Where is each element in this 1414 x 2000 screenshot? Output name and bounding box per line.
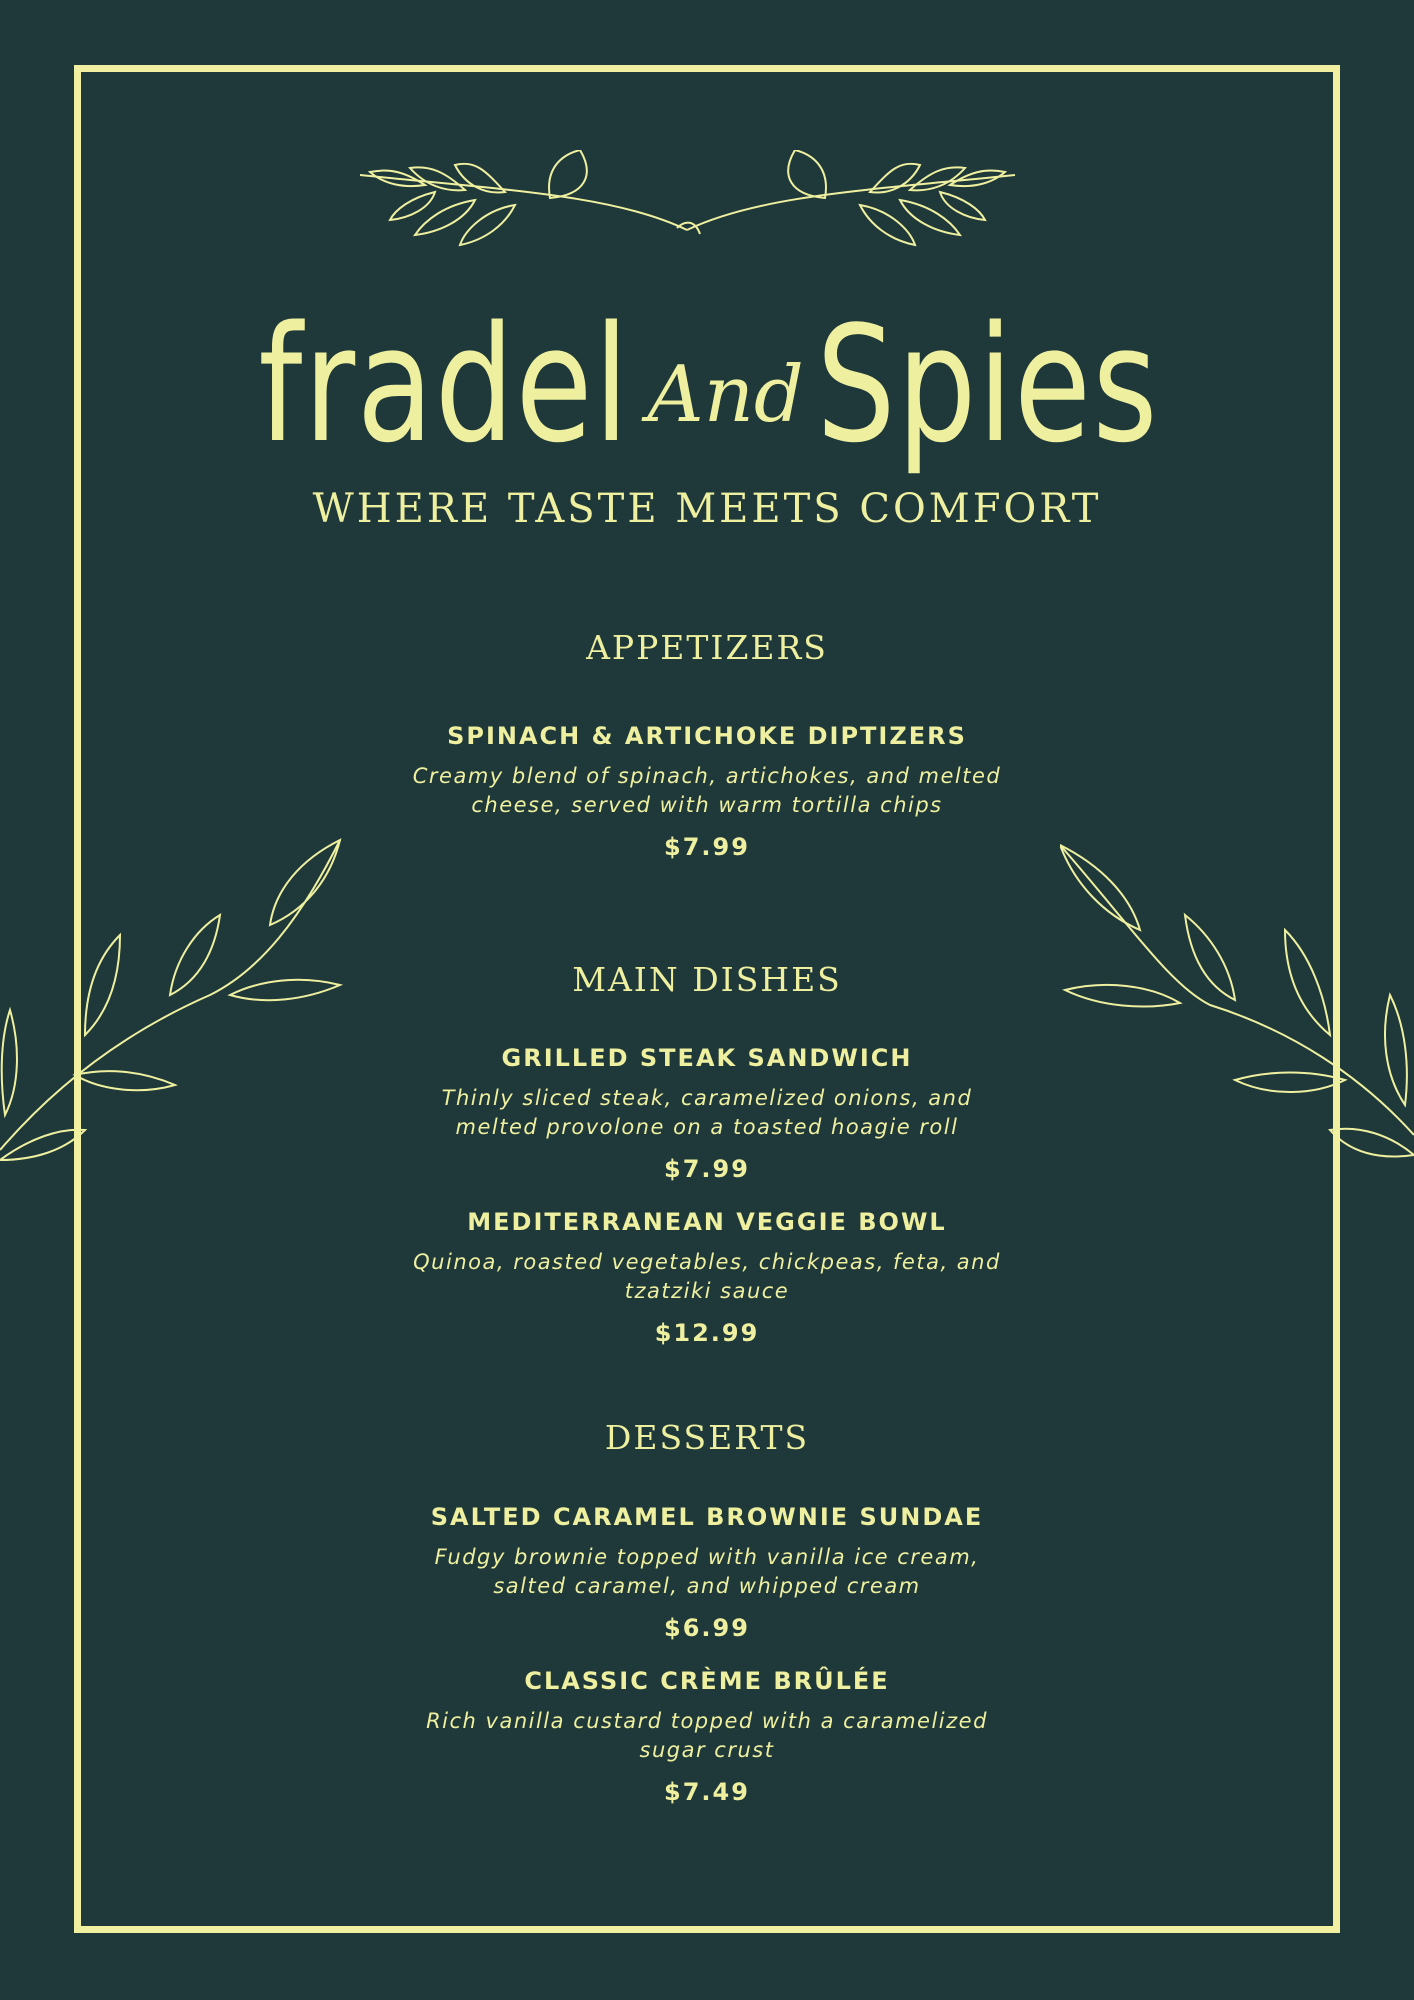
menu-item-description: Rich vanilla custard topped with a caramelized sugar crust xyxy=(426,1709,988,1762)
section-title-main-dishes: MAIN DISHES xyxy=(572,960,842,999)
restaurant-name-left: fradel xyxy=(258,291,631,478)
menu-item-price: $6.99 xyxy=(664,1614,750,1642)
restaurant-name-and: And xyxy=(647,350,804,440)
menu-item-description: Creamy blend of spinach, artichokes, and melted cheese, served with warm tortilla chips xyxy=(412,764,1002,817)
menu-item-description: Quinoa, roasted vegetables, chickpeas, feta, and tzatziki sauce xyxy=(413,1250,1001,1303)
menu-item-name: MEDITERRANEAN VEGGIE BOWL xyxy=(467,1208,947,1236)
restaurant-name-right: Spies xyxy=(816,291,1160,478)
tagline: WHERE TASTE MEETS COMFORT xyxy=(312,486,1102,532)
menu-item-name: SPINACH & ARTICHOKE DIPTIZERS xyxy=(447,722,967,750)
menu-item-name: CLASSIC CRÈME BRÛLÉE xyxy=(524,1667,890,1695)
menu-item-price: $7.49 xyxy=(664,1778,750,1806)
leaf-sprig-left-icon xyxy=(0,830,350,1180)
restaurant-name xyxy=(0,291,1414,478)
menu-item-price: $7.99 xyxy=(664,833,750,861)
leaf-sprig-right-icon xyxy=(1060,835,1414,1175)
section-title-appetizers: APPETIZERS xyxy=(586,628,828,667)
section-title-desserts: DESSERTS xyxy=(604,1418,810,1457)
menu-item-price: $7.99 xyxy=(664,1155,750,1183)
laurel-branch-icon xyxy=(355,150,1020,250)
menu-item-description: Fudgy brownie topped with vanilla ice cream, salted caramel, and whipped cream xyxy=(434,1545,980,1598)
menu-item-name: GRILLED STEAK SANDWICH xyxy=(501,1044,913,1072)
menu-item-description: Thinly sliced steak, caramelized onions, and melted provolone on a toasted hoagie roll xyxy=(441,1086,973,1139)
menu-item-price: $12.99 xyxy=(654,1319,760,1347)
menu-item-name: SALTED CARAMEL BROWNIE SUNDAE xyxy=(430,1503,984,1531)
